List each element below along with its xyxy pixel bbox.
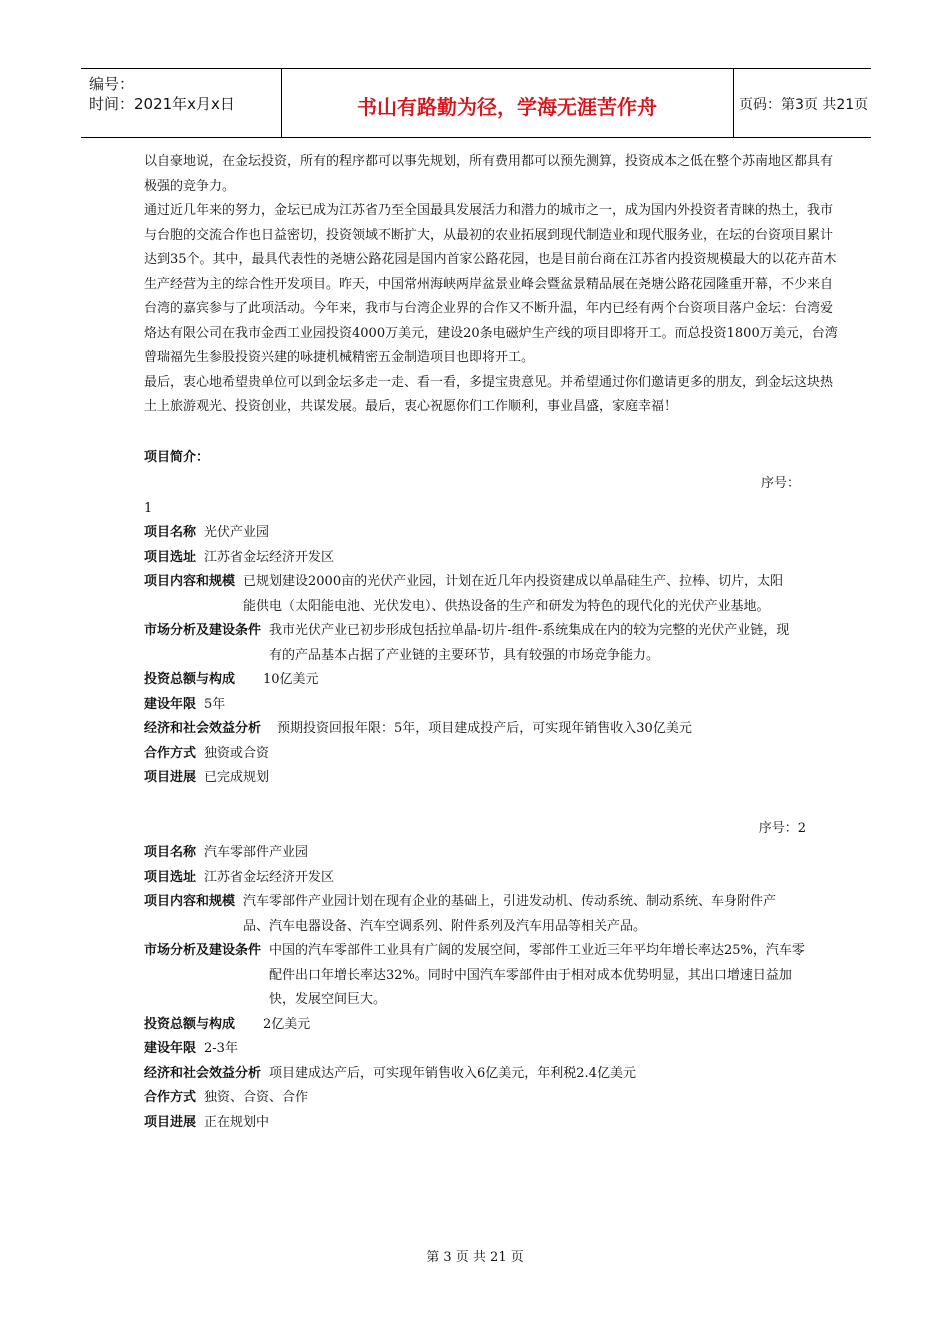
project-row bbox=[144, 742, 844, 767]
header-motto-cell bbox=[281, 69, 734, 137]
row-value: 5年 bbox=[204, 696, 226, 712]
row-value: 10亿美元 bbox=[263, 672, 319, 687]
project-row bbox=[144, 693, 844, 718]
project-row bbox=[144, 521, 844, 546]
document-header bbox=[81, 68, 871, 138]
document-body bbox=[144, 150, 844, 1135]
project-row bbox=[144, 1013, 844, 1038]
motto: 书山有路勤为径，学海无涯苦作舟 bbox=[357, 95, 657, 119]
date-label: 时间：2021年x月x日 bbox=[89, 95, 235, 113]
project-row bbox=[144, 890, 844, 939]
row-value: 汽车零部件产业园计划在现有企业的基础上，引进发动机、传动系统、制动系统、车身附件产品、汽车电器设备、汽车空调系列、附件系列及汽车用品等相关产品。 bbox=[243, 894, 777, 934]
row-label: 合作方式 bbox=[144, 1090, 197, 1105]
row-label: 建设年限 bbox=[144, 696, 197, 712]
project-seq-label: 序号： bbox=[760, 476, 800, 491]
row-label: 项目选址 bbox=[144, 549, 197, 565]
row-label: 项目内容和规模 bbox=[144, 894, 236, 909]
row-label: 建设年限 bbox=[144, 1041, 197, 1056]
project-seq-number: 1 bbox=[144, 500, 153, 516]
number-label: 编号： bbox=[89, 75, 135, 93]
row-value: 独资、合资、合作 bbox=[204, 1090, 309, 1105]
row-label: 项目进展 bbox=[144, 770, 197, 785]
row-label: 市场分析及建设条件 bbox=[144, 623, 262, 638]
project-row bbox=[144, 619, 844, 668]
project-row bbox=[144, 668, 844, 693]
row-value: 中国的汽车零部件工业具有广阔的发展空间，零部件工业近三年平均年增长率达25%，汽车零配件出口年增长率达32%。同时中国汽车零部件由于相对成本优势明显，其出口增速日益加快，发展空间巨大。 bbox=[269, 943, 805, 1007]
row-value: 我市光伏产业已初步形成包括拉单晶-切片-组件-系统集成在内的较为完整的光伏产业链，现有的产品基本占据了产业链的主要环节，具有较强的市场竞争能力。 bbox=[269, 623, 790, 663]
row-value: 已规划建设2000亩的光伏产业园，计划在近几年内投资建成以单晶硅生产、拉棒、切片，太阳能供电（太阳能电池、光伏发电）、供热设备的生产和研发为特色的现代化的光伏产业基地。 bbox=[243, 574, 784, 614]
row-value: 正在规划中 bbox=[204, 1114, 270, 1130]
row-value: 已完成规划 bbox=[204, 770, 270, 785]
header-left-cell bbox=[81, 69, 282, 137]
section-title: 项目简介： bbox=[144, 449, 210, 465]
row-label: 经济和社会效益分析 bbox=[144, 721, 262, 736]
row-label: 项目名称 bbox=[144, 845, 197, 860]
project-row bbox=[144, 1111, 844, 1136]
header-page-cell bbox=[733, 69, 871, 137]
row-value: 2-3年 bbox=[204, 1041, 238, 1056]
project-row bbox=[144, 841, 844, 866]
project-row bbox=[144, 546, 844, 571]
row-value: 预期投资回报年限：5年，项目建成投产后，可实现年销售收入30亿美元 bbox=[277, 721, 692, 736]
project-row bbox=[144, 1062, 844, 1087]
project-row bbox=[144, 1037, 844, 1062]
row-value: 独资或合资 bbox=[204, 745, 270, 761]
project-row bbox=[144, 866, 844, 891]
row-label: 项目名称 bbox=[144, 525, 197, 540]
row-value: 江苏省金坛经济开发区 bbox=[204, 869, 335, 885]
project-row bbox=[144, 717, 844, 742]
page-footer: 第 3 页 共 21 页 bbox=[426, 1250, 524, 1265]
page-info: 页码：第3页 共21页 bbox=[739, 97, 869, 113]
row-value: 项目建成达产后，可实现年销售收入6亿美元，年利税2.4亿美元 bbox=[269, 1065, 636, 1081]
row-label: 经济和社会效益分析 bbox=[144, 1065, 262, 1081]
intro-paragraph: 通过近几年来的努力，金坛已成为江苏省乃至全国最具发展活力和潜力的城市之一，成为国内外投资者青睐的热土，我市与台胞的交流合作也日益密切，投资领域不断扩大，从最初的农业拓展到现代制造业和现代服务业，在坛的台资项目累计达到35个。其中，最具代表性的尧塘公路花园是国内首家公路花园，也是目前台商在江苏省内投资规模最大的以花卉苗木生产经营为主的综合性开发项目。昨天，中国常州海峡两岸盆景业峰会暨盆景精品展在尧塘公路花园隆重开幕，不少来自台湾的嘉宾参与了此项活动。今年来，我市与台湾企业界的合作又不断升温，年内已经有两个台资项目落户金坛：台湾爱烙达有限公司在我市金西工业园投资4000万美元，建设20条电磁炉生产线的项目即将开工。而总投资1800万美元，台湾曾瑞福先生参股投资兴建的咏捷机械精密五金制造项目也即将开工。 bbox=[144, 203, 838, 365]
project-row bbox=[144, 766, 844, 791]
intro-paragraph: 以自豪地说，在金坛投资，所有的程序都可以事先规划，所有费用都可以预先测算，投资成本之低在整个苏南地区都具有极强的竞争力。 bbox=[144, 154, 834, 194]
row-label: 投资总额与构成 bbox=[144, 672, 236, 687]
row-label: 投资总额与构成 bbox=[144, 1016, 236, 1032]
project-row bbox=[144, 939, 844, 1013]
row-label: 合作方式 bbox=[144, 745, 197, 761]
row-label: 项目选址 bbox=[144, 869, 197, 885]
row-value: 光伏产业园 bbox=[204, 525, 270, 540]
row-label: 项目进展 bbox=[144, 1114, 197, 1130]
row-value: 江苏省金坛经济开发区 bbox=[204, 549, 335, 565]
row-value: 2亿美元 bbox=[263, 1016, 311, 1032]
row-label: 市场分析及建设条件 bbox=[144, 943, 262, 958]
project-row bbox=[144, 570, 844, 619]
intro-paragraph: 最后，衷心地希望贵单位可以到金坛多走一走、看一看，多提宝贵意见。并希望通过你们邀请更多的朋友，到金坛这块热土上旅游观光、投资创业，共谋发展。最后，衷心祝愿你们工作顺利，事业昌盛，家庭幸福！ bbox=[144, 374, 834, 414]
row-label: 项目内容和规模 bbox=[144, 574, 236, 589]
project-row bbox=[144, 1086, 844, 1111]
project-seq-label: 序号：2 bbox=[758, 820, 806, 836]
row-value: 汽车零部件产业园 bbox=[204, 845, 309, 860]
